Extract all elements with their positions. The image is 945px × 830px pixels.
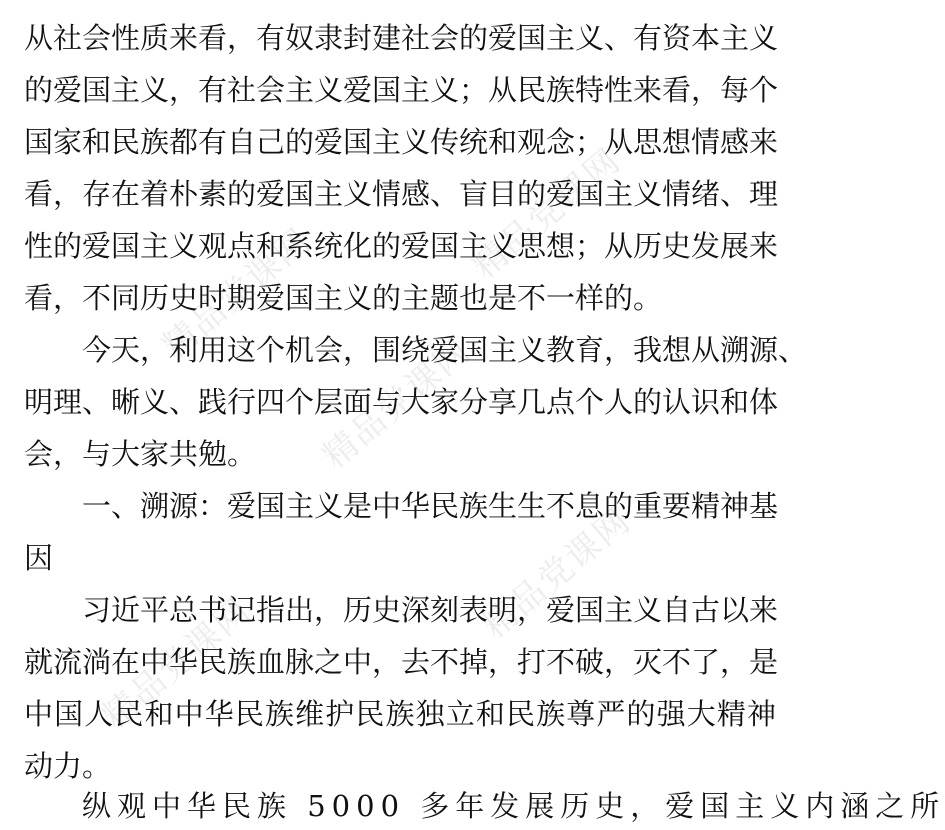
text-line-9: 会，与大家共勉。 (24, 437, 257, 471)
text-line-13: 就流淌在中华民族血脉之中，去不掉，打不破，灭不了，是 (24, 645, 779, 679)
text-line-8: 明理、晰义、践行四个层面与大家分享几点个人的认识和体 (24, 385, 779, 419)
text-line-14: 中国人民和中华民族维护民族独立和民族尊严的强大精神 (24, 697, 776, 731)
section-heading-line-1: 一、溯源：爱国主义是中华民族生生不息的重要精神基 (82, 489, 779, 523)
text-line-3: 国家和民族都有自己的爱国主义传统和观念；从思想情感来 (24, 125, 779, 159)
text-line-15: 动力。 (24, 749, 112, 783)
text-line-4: 看，存在着朴素的爱国主义情感、盲目的爱国主义情绪、理 (24, 177, 779, 211)
section-heading-line-2: 因 (24, 541, 54, 575)
watermark-3: 精品党课网 (315, 330, 479, 477)
text-line-6: 看，不同历史时期爱国主义的主题也是不一样的。 (24, 281, 663, 315)
text-line-12: 习近平总书记指出，历史深刻表明，爱国主义自古以来 (82, 593, 779, 627)
text-line-2: 的爱国主义，有社会主义爱国主义；从民族特性来看，每个 (24, 73, 779, 107)
watermark-5: 精品党课网 (475, 500, 639, 647)
text-line-5: 性的爱国主义观点和系统化的爱国主义思想；从历史发展来 (24, 229, 779, 263)
watermark-2: 精品党课网 (465, 140, 629, 287)
text-line-7: 今天，利用这个机会，围绕爱国主义教育，我想从溯源、 (82, 333, 808, 367)
watermark-4: 精品党课网 (95, 590, 259, 737)
text-line-16: 纵观中华民族 5000 多年发展历史，爱国主义内涵之所 (82, 789, 945, 823)
watermark-1: 精品党课网 (155, 220, 319, 367)
text-line-1: 从社会性质来看，有奴隶封建社会的爱国主义、有资本主义 (24, 21, 779, 55)
